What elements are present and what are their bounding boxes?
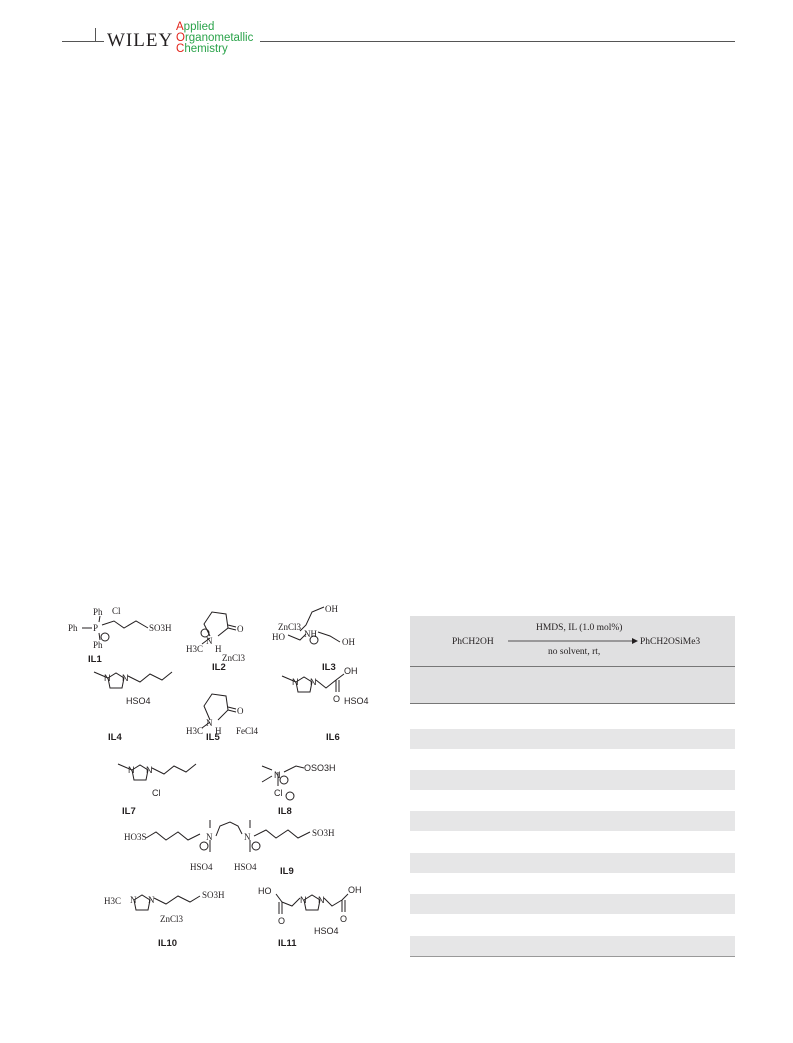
il6-label: IL6 — [326, 732, 340, 743]
il4-label: IL4 — [108, 732, 122, 743]
il11-o-right: O — [340, 914, 348, 924]
il8-anion: Cl — [274, 788, 283, 798]
journal-line-3: Chemistry — [176, 43, 228, 55]
scheme-header — [410, 616, 735, 667]
il7-label: IL7 — [122, 806, 136, 817]
table-row — [410, 770, 735, 790]
scheme-conditions-bottom: no solvent, rt, — [548, 647, 601, 657]
scheme-reactant: PhCH2OH — [452, 637, 494, 647]
table-row — [410, 729, 735, 749]
table-column-header — [410, 667, 735, 704]
reaction-arrow — [508, 636, 638, 646]
journal-line-1: Applied — [176, 21, 215, 33]
il11-oh: OH — [348, 885, 362, 895]
il1-ph-bottom: Ph — [93, 640, 103, 650]
il1-p: P — [93, 623, 99, 633]
il8-group: OSO3H — [304, 763, 336, 773]
il10-group: SO3H — [202, 890, 225, 900]
il5-anion: FeCl4 — [236, 726, 259, 736]
il6-anion: HSO4 — [344, 696, 369, 706]
il3-oh-top: OH — [325, 604, 338, 614]
il3-anion: ZnCl3 — [278, 622, 302, 632]
journal-line-2: Organometallic — [176, 32, 254, 44]
il1-ph-top: Ph — [93, 607, 103, 617]
il4-anion: HSO4 — [126, 696, 151, 706]
il3-ho: HO — [272, 632, 285, 642]
il5-h: H — [215, 726, 222, 736]
il3-oh-bottom: OH — [342, 637, 355, 647]
il11-n1: N — [300, 895, 307, 905]
il11-ho: HO — [258, 886, 272, 896]
reaction-scheme-table — [410, 616, 735, 704]
table-row — [410, 894, 735, 914]
il2-label: IL2 — [212, 662, 226, 673]
il5-n: N — [206, 718, 213, 728]
il8-n: N — [274, 770, 281, 780]
publisher-logo: WILEY — [104, 30, 176, 52]
il6-o: O — [333, 694, 341, 704]
il5-o: O — [237, 706, 244, 716]
il2-h: H — [215, 644, 222, 654]
table-bottom-rule — [410, 956, 735, 957]
il9-left-group: HO3S — [124, 832, 147, 842]
il7-anion: Cl — [152, 788, 161, 798]
table-row — [410, 853, 735, 873]
header-rule-right — [260, 41, 735, 42]
il2-o: O — [237, 624, 244, 634]
il4-n1: N — [104, 673, 111, 683]
il9-anion-right: HSO4 — [234, 862, 257, 872]
il11-o-left: O — [278, 916, 286, 926]
journal-title — [176, 22, 256, 55]
il4-n3: N — [122, 673, 129, 683]
il2-methyl: H3C — [186, 644, 204, 654]
il10-methyl: H3C — [104, 896, 122, 906]
il9-label: IL9 — [280, 866, 294, 877]
il10-n3: N — [148, 895, 155, 905]
scheme-conditions-top: HMDS, IL (1.0 mol%) — [536, 623, 623, 633]
il6-n3: N — [310, 677, 317, 687]
il2-anion: ZnCl3 — [222, 653, 246, 663]
il11-n3: N — [318, 895, 325, 905]
il1-anion: Cl — [112, 606, 121, 616]
il9-anion-left: HSO4 — [190, 862, 213, 872]
header-tick — [95, 28, 96, 42]
table-row — [410, 936, 735, 956]
il10-label: IL10 — [158, 938, 178, 949]
il11-anion: HSO4 — [314, 926, 339, 936]
il6-oh: OH — [344, 666, 358, 676]
table-row — [410, 811, 735, 831]
ionic-liquid-structures — [60, 600, 405, 955]
il10-anion: ZnCl3 — [160, 914, 184, 924]
il9-n-right: N — [244, 832, 251, 842]
il3-nh: NH — [304, 629, 317, 639]
il9-right-group: SO3H — [312, 828, 335, 838]
il2-n: N — [206, 636, 213, 646]
il7-n3: N — [146, 765, 153, 775]
il9-n-left: N — [206, 832, 213, 842]
il1-label: IL1 — [88, 654, 102, 665]
il3-label: IL3 — [322, 662, 336, 673]
header-rule-left — [62, 41, 104, 42]
il1-ph-left: Ph — [68, 623, 78, 633]
il5-methyl: H3C — [186, 726, 204, 736]
il5-label: IL5 — [206, 732, 220, 743]
il8-label: IL8 — [278, 806, 292, 817]
il11-label: IL11 — [278, 938, 297, 949]
scheme-product: PhCH2OSiMe3 — [640, 637, 701, 647]
il7-n1: N — [128, 765, 135, 775]
il1-group: SO3H — [149, 623, 172, 633]
il10-n1: N — [130, 895, 137, 905]
il6-n1: N — [292, 677, 299, 687]
